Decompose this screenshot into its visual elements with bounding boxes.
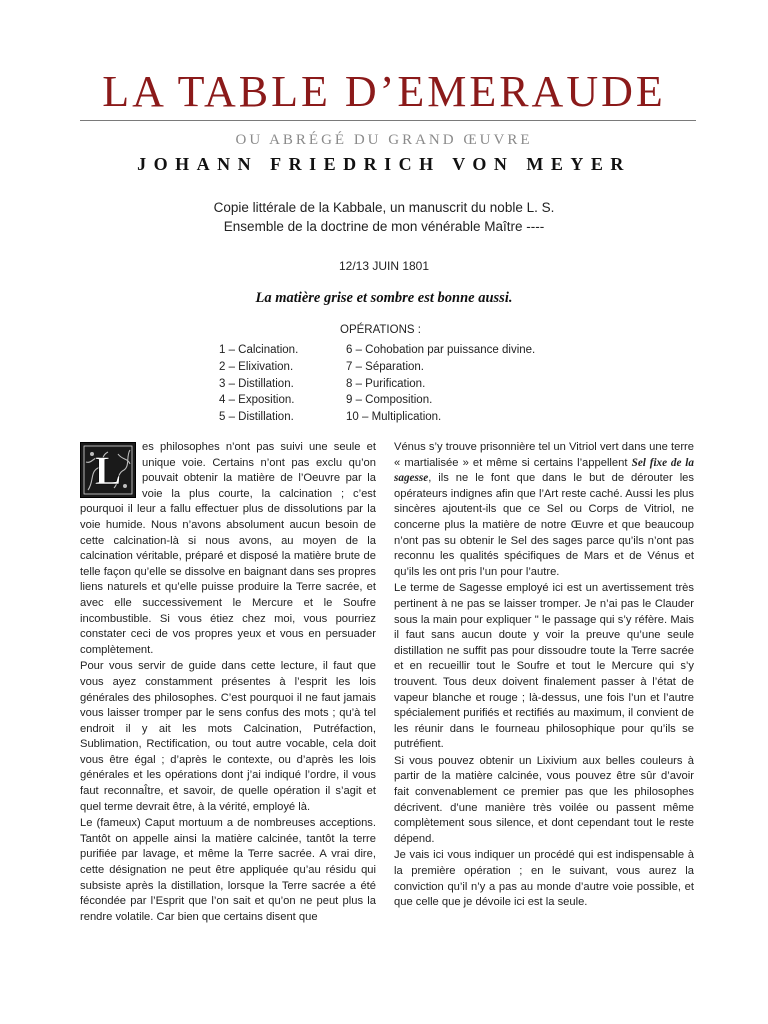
body-paragraph <box>80 440 376 658</box>
body-paragraph: Le terme de Sagesse employé ici est un avertissement très pertinent à ne pas se laisser tromper. Je n’ai pas le Clauder sous la main pour expliquer " le passage qui s’y réfère. Mais il faut sans aucun doute y voir la preuve qu’une seule distillation ne suffit pas pour dissoudre toute la Terre sacrée et en recueillir tout le Soufre et tout le Mercure qui s’y trouvent. Tous deux doivent finalement passer à l’état de vapeur blanche et rouge ; là-dessus, une fois l’un et l’autre spécialement purifiés et rectifiés au maximum, il convient de les réunir dans le fourneau philosophique pour qu’ils se putréfient. <box>394 582 694 751</box>
operation-item: 1 – Calcination. <box>219 344 299 356</box>
body-paragraph: Si vous pouvez obtenir un Lixivium aux belles couleurs à partir de la matière calcinée, vous pouvez être sûr d’avoir fait convenablement ce premier pas que les philosophes décrivent. d’une manière très voilée ou passent même complètement sous silence, et dont cependant tout le reste dépend. <box>394 754 694 845</box>
dropcap-letter: L <box>94 448 122 493</box>
operations-list-right <box>346 342 535 426</box>
operation-item: 2 – Elixivation. <box>219 360 294 373</box>
body-paragraph: Je vais ici vous indiquer un procédé qui est indispensable à la première opération ; en le suivant, vous aurez la conviction qu’il n’y a pas au monde d’autre voie possible, et que celle que je dévoile ici est la seule. <box>394 849 694 909</box>
date: 12/13 JUIN 1801 <box>338 259 430 273</box>
operation-item: 6 – Cohobation par puissance divine. <box>346 344 536 356</box>
body-paragraph: Pour vous servir de guide dans cette lecture, il faut que vous ayez constamment présentes à l’esprit les lois générales des philosophes. C’est pourquoi il ne faut jamais vous laisser tromper par le sens confus des mots ; qu’à tel endroit il y ait les mots Calcination, Putréfaction, Sublimation, Rectification, ou tout autre vocable, cela doit vous être égal ; d’après le contexte, ou d’après les lois générales et les opérations dont j’ai indiqué l’ordre, il vous faut reconnaÎtre, et savoir, de quelle opération il s’agit et quel terme devrait être, à la vérité, employé là. <box>80 660 376 813</box>
body-paragraph: Le (fameux) Caput mortuum a de nombreuses acceptions. Tantôt on appelle ainsi la matière calcinée, tantôt la terre purifiée par lavage, et même la Terre sacrée. A vrai dire, cette désignation ne peut être appliquée qu’au résidu qui subsiste après la distillation, lorsque la Terre sacrée a été fécondée par l’Esprit que l’on sait et qu’on ne peut plus la rendre volatile. Car bien que certains disent que <box>80 817 376 923</box>
body-paragraph <box>394 440 694 580</box>
operations-list-left <box>219 342 298 426</box>
operation-item: 8 – Purification. <box>346 377 426 390</box>
paragraph-text: Vénus s’y trouve prisonnière tel un Vitriol vert dans une terre « martialisée » et même si certains l’appellent <box>394 441 694 469</box>
page-title: LA TABLE D’EMERAUDE <box>102 67 666 116</box>
paragraph-text: , ils ne le font que dans le but de dérouter les opérateurs indignes afin que l’Art reste caché. Aussi les plus sincères ajoutent-ils que ce Sel ou Corps de Vitriol, ne concerne plus la matière de notre Œuvre et que beaucoup n’ont pas su obtenir le Sel des sages parce qu’ils n’ont pas reconnu les qualités spécifiques de Mars et de Vénus et qu’ils les ont pris l’un pour l’autre. <box>394 472 694 578</box>
operation-item: 7 – Séparation. <box>346 360 425 373</box>
intro-line-1: Copie littérale de la Kabbale, un manuscrit du noble L. S. <box>213 200 555 215</box>
emphasis-sel-fixe: Sel fixe de la sagesse <box>394 456 695 485</box>
body-column-left <box>80 440 376 926</box>
operation-item: 9 – Composition. <box>346 394 433 407</box>
motto: La matière grise et sombre est bonne aussi. <box>255 290 513 306</box>
body-column-right <box>394 440 694 912</box>
title-divider <box>80 120 696 121</box>
operation-item: 10 – Multiplication. <box>346 411 442 424</box>
subtitle: OU ABRÉGÉ DU GRAND ŒUVRE <box>235 132 533 148</box>
author-name: JOHANN FRIEDRICH VON MEYER <box>137 154 631 174</box>
operation-item: 4 – Exposition. <box>219 394 295 407</box>
operation-item: 5 – Distillation. <box>219 411 294 424</box>
intro-line-2: Ensemble de la doctrine de mon vénérable Maître ---- <box>223 219 545 234</box>
dropcap-ornament <box>80 442 136 498</box>
operation-item: 3 – Distillation. <box>219 377 294 390</box>
paragraph-text: es philosophes n’ont pas suivi une seule et unique voie. Certains n’ont pas exclu qu’on pouvait obtenir la matière de l’Oeuvre par la voie la plus courte, la calcination ; c’est pourquoi il leur a fallu effectuer plus de dissolutions par la voie humide. Nous n’avons absolument aucun besoin de cette calcination-là si nous avons, au moyen de la calcination véritable, préparé et disposé la matière brute de telle façon qu’elle se dissolve en baignant dans ses propres liens naturels et qu’elle puisse produire la Terre sacrée, et avec elle successivement le Mercure et le Soufre incombustible. Si vous étiez chez moi, vous pourriez constater ceci de vos propres yeux et vous en persuader complètement. <box>80 441 376 656</box>
operations-heading: OPÉRATIONS : <box>340 324 421 336</box>
